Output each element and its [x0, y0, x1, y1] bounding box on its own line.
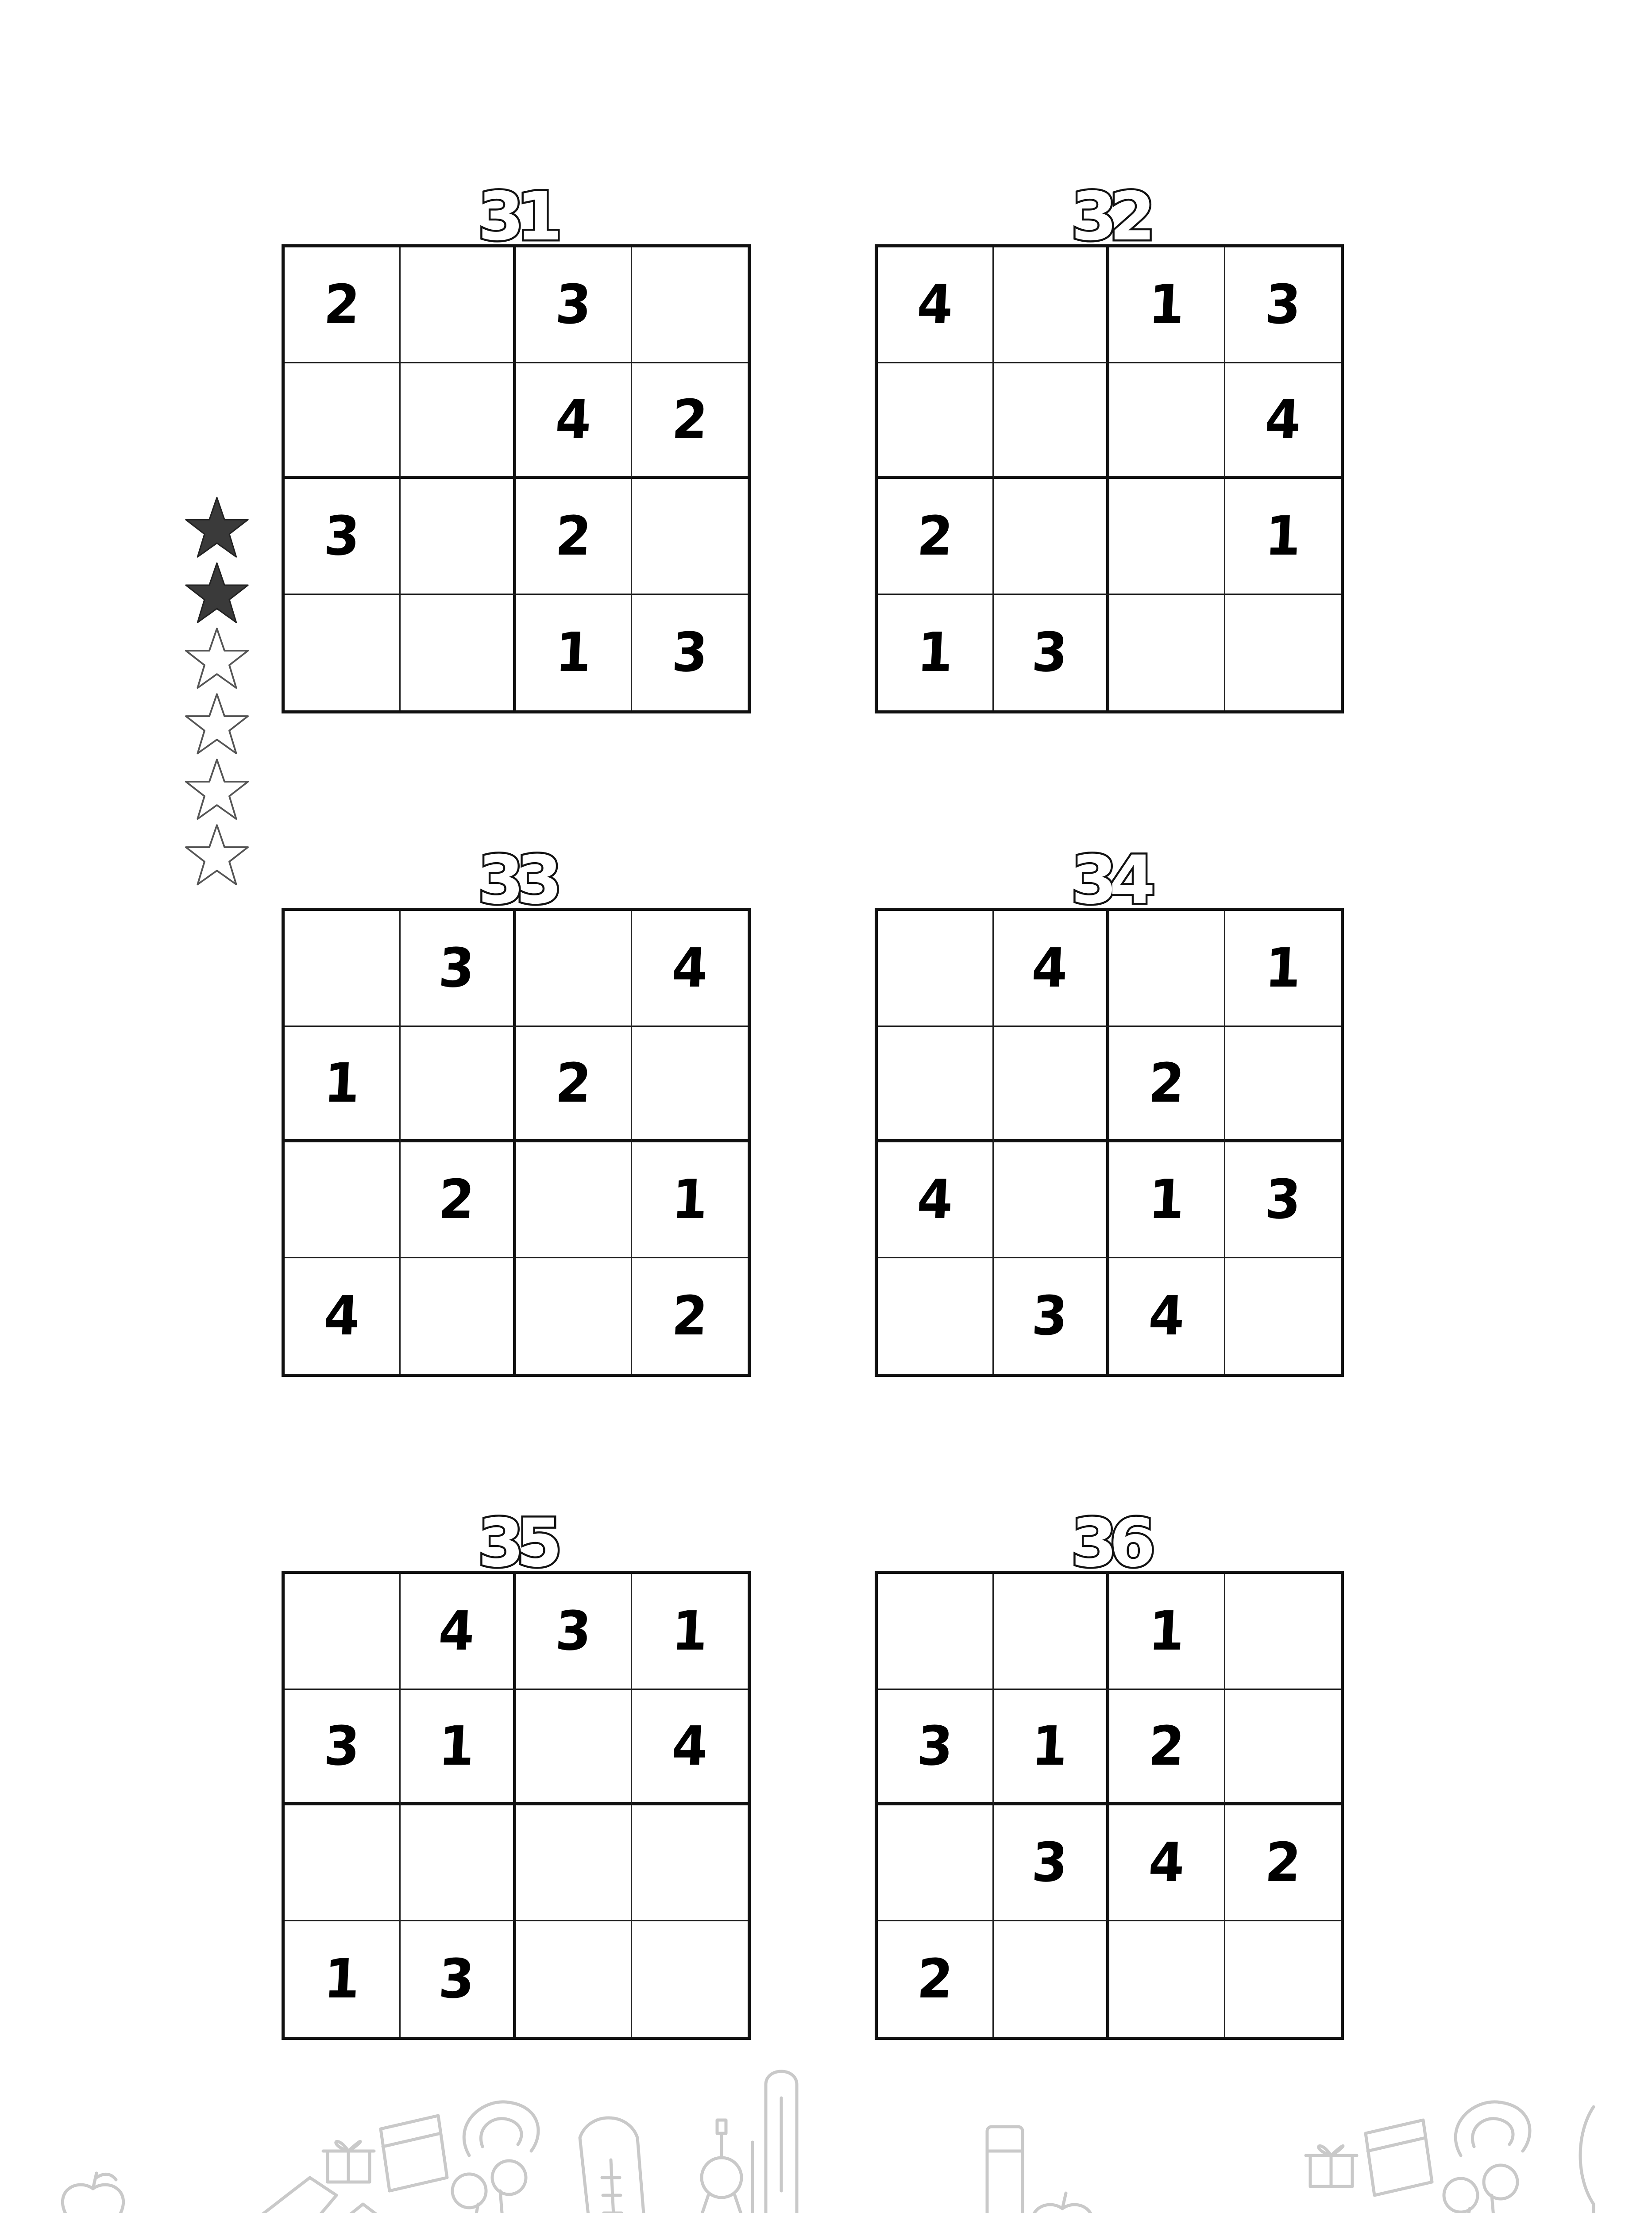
difficulty-rating	[181, 495, 252, 893]
sudoku-cell[interactable]	[994, 911, 1110, 1027]
cell-value: 1	[322, 1051, 362, 1114]
cell-value: 3	[1263, 1168, 1303, 1231]
cell-value: 2	[670, 388, 710, 451]
sudoku-cell[interactable]	[1225, 911, 1341, 1027]
puzzle-32	[875, 178, 1344, 684]
sudoku-cell[interactable]	[632, 911, 748, 1027]
cell-value: 2	[1147, 1714, 1186, 1777]
sudoku-cell[interactable]	[632, 479, 748, 595]
sudoku-cell[interactable]	[632, 1142, 748, 1258]
cell-value: 3	[437, 937, 476, 1000]
sudoku-cell[interactable]	[994, 479, 1110, 595]
sudoku-cell[interactable]	[401, 479, 517, 595]
sudoku-cell[interactable]	[632, 363, 748, 479]
sudoku-cell[interactable]	[516, 1574, 632, 1690]
compass-icon	[673, 2120, 770, 2213]
sudoku-cell[interactable]	[401, 595, 517, 711]
cell-value: 2	[915, 1947, 955, 2011]
cell-value: 2	[554, 1051, 593, 1114]
sudoku-cell[interactable]	[994, 1921, 1110, 2037]
cell-value: 2	[437, 1168, 476, 1231]
cell-value: 4	[1263, 388, 1303, 451]
sudoku-cell[interactable]	[1225, 247, 1341, 363]
sudoku-cell[interactable]	[285, 363, 401, 479]
sudoku-cell[interactable]	[878, 911, 994, 1027]
cell-value: 2	[915, 505, 955, 568]
sudoku-cell[interactable]	[516, 1258, 632, 1374]
sudoku-cell[interactable]	[994, 1258, 1110, 1374]
puzzle-33	[282, 842, 751, 1348]
sudoku-cell[interactable]	[401, 911, 517, 1027]
sudoku-cell[interactable]	[1225, 1690, 1341, 1806]
sudoku-cell[interactable]	[285, 1574, 401, 1690]
cell-value: 1	[1030, 1714, 1069, 1777]
sudoku-cell[interactable]	[516, 1805, 632, 1921]
sudoku-cell[interactable]	[994, 363, 1110, 479]
cell-value: 2	[554, 505, 593, 568]
sudoku-cell[interactable]	[1109, 1690, 1225, 1806]
sudoku-cell[interactable]	[516, 363, 632, 479]
sudoku-cell[interactable]	[878, 1921, 994, 2037]
sudoku-cell[interactable]	[878, 1142, 994, 1258]
sudoku-grid	[875, 908, 1344, 1377]
puzzle-36	[875, 1505, 1344, 2011]
sudoku-cell[interactable]	[516, 1921, 632, 2037]
cell-value: 4	[1147, 1284, 1186, 1348]
sudoku-cell[interactable]	[401, 1805, 517, 1921]
sudoku-cell[interactable]	[878, 1690, 994, 1806]
scissors-icon	[1444, 2165, 1517, 2213]
sudoku-cell[interactable]	[1109, 363, 1225, 479]
sudoku-cell[interactable]	[1109, 595, 1225, 711]
paperclip-icon	[1455, 2102, 1530, 2155]
cell-value: 4	[915, 273, 955, 336]
sudoku-cell[interactable]	[401, 247, 517, 363]
cell-value: 1	[670, 1168, 710, 1231]
sudoku-cell[interactable]	[994, 1805, 1110, 1921]
cell-value: 3	[437, 1947, 476, 2011]
cell-value: 1	[1263, 937, 1303, 1000]
cell-value: 4	[554, 388, 593, 451]
cell-value: 4	[322, 1284, 362, 1348]
sudoku-cell[interactable]	[1225, 1805, 1341, 1921]
cell-value: 1	[1147, 1600, 1186, 1663]
sudoku-cell[interactable]	[516, 911, 632, 1027]
eraser-icon	[381, 2116, 447, 2191]
cell-value: 1	[1263, 505, 1303, 568]
sudoku-cell[interactable]	[1109, 479, 1225, 595]
sudoku-cell[interactable]	[994, 1027, 1110, 1143]
cell-value: 4	[915, 1168, 955, 1231]
sudoku-cell[interactable]	[285, 911, 401, 1027]
sudoku-cell[interactable]	[994, 1142, 1110, 1258]
cell-value: 3	[1030, 621, 1069, 684]
sudoku-cell[interactable]	[516, 1142, 632, 1258]
cell-value: 4	[1147, 1831, 1186, 1894]
sudoku-cell[interactable]	[632, 595, 748, 711]
sudoku-grid	[282, 1571, 751, 2040]
sudoku-grid	[875, 1571, 1344, 2040]
cell-value: 1	[437, 1714, 476, 1777]
sudoku-cell[interactable]	[1225, 1574, 1341, 1690]
sudoku-cell[interactable]	[1225, 595, 1341, 711]
puzzle-31	[282, 178, 751, 684]
cell-value: 3	[322, 505, 362, 568]
sudoku-cell[interactable]	[516, 1027, 632, 1143]
sudoku-cell[interactable]	[1109, 1805, 1225, 1921]
sudoku-cell[interactable]	[878, 595, 994, 711]
sudoku-cell[interactable]	[994, 1690, 1110, 1806]
sudoku-cell[interactable]	[1109, 1142, 1225, 1258]
cell-value: 4	[670, 1714, 710, 1777]
puzzle-number: 36	[1071, 1505, 1148, 1582]
sudoku-cell[interactable]	[285, 1805, 401, 1921]
cell-value: 1	[915, 621, 955, 684]
sudoku-cell[interactable]	[401, 363, 517, 479]
school-supplies-decoration	[0, 2045, 1652, 2213]
sudoku-cell[interactable]	[878, 1258, 994, 1374]
sudoku-cell[interactable]	[994, 1574, 1110, 1690]
cell-value: 3	[1030, 1831, 1069, 1894]
sudoku-cell[interactable]	[878, 1027, 994, 1143]
sudoku-cell[interactable]	[285, 247, 401, 363]
sudoku-cell[interactable]	[401, 1027, 517, 1143]
sudoku-cell[interactable]	[1225, 479, 1341, 595]
cell-value: 3	[554, 273, 593, 336]
sudoku-cell[interactable]	[632, 1921, 748, 2037]
sudoku-cell[interactable]	[1109, 911, 1225, 1027]
sudoku-cell[interactable]	[516, 595, 632, 711]
ruler-icon	[580, 2118, 651, 2213]
cell-value: 3	[915, 1714, 955, 1777]
sudoku-cell[interactable]	[285, 595, 401, 711]
sudoku-cell[interactable]	[632, 1258, 748, 1374]
sudoku-cell[interactable]	[1109, 247, 1225, 363]
sudoku-cell[interactable]	[401, 1258, 517, 1374]
sudoku-cell[interactable]	[285, 479, 401, 595]
cell-value: 2	[1147, 1051, 1186, 1114]
sudoku-cell[interactable]	[1109, 1027, 1225, 1143]
cell-value: 3	[554, 1600, 593, 1663]
sudoku-cell[interactable]	[878, 247, 994, 363]
gift-icon	[323, 2141, 374, 2182]
puzzle-number: 34	[1071, 842, 1148, 919]
sudoku-cell[interactable]	[401, 1142, 517, 1258]
sudoku-cell[interactable]	[401, 1690, 517, 1806]
sudoku-grid	[282, 244, 751, 713]
puzzle-number: 33	[478, 842, 555, 919]
sudoku-grid	[875, 244, 1344, 713]
cell-value: 1	[1147, 1168, 1186, 1231]
star-icon	[181, 495, 252, 560]
sudoku-cell[interactable]	[285, 1142, 401, 1258]
puzzle-number: 35	[478, 1505, 555, 1582]
pen-icon	[753, 2071, 797, 2213]
sudoku-cell[interactable]	[285, 1027, 401, 1143]
cell-value: 1	[554, 621, 593, 684]
sudoku-cell[interactable]	[516, 479, 632, 595]
eraser-icon	[1366, 2120, 1432, 2195]
paperclip-icon	[464, 2102, 538, 2155]
star-icon	[181, 822, 252, 888]
star-icon	[181, 757, 252, 822]
cell-value: 3	[1030, 1284, 1069, 1348]
sudoku-cell[interactable]	[632, 247, 748, 363]
sudoku-cell[interactable]	[1225, 1258, 1341, 1374]
cell-value: 1	[670, 1600, 710, 1663]
cell-value: 2	[1263, 1831, 1303, 1894]
cell-value: 1	[1147, 273, 1186, 336]
sudoku-cell[interactable]	[994, 247, 1110, 363]
sudoku-cell[interactable]	[1109, 1921, 1225, 2037]
sudoku-cell[interactable]	[516, 247, 632, 363]
cell-value: 4	[670, 937, 710, 1000]
sudoku-cell[interactable]	[285, 1690, 401, 1806]
sudoku-cell[interactable]	[401, 1574, 517, 1690]
puzzle-number: 32	[1071, 178, 1148, 255]
puzzle-35	[282, 1505, 751, 2011]
sudoku-cell[interactable]	[1225, 1142, 1341, 1258]
sudoku-cell[interactable]	[285, 1921, 401, 2037]
sudoku-cell[interactable]	[632, 1690, 748, 1806]
cell-value: 3	[322, 1714, 362, 1777]
sudoku-cell[interactable]	[285, 1258, 401, 1374]
sudoku-cell[interactable]	[632, 1805, 748, 1921]
cell-value: 4	[1030, 937, 1069, 1000]
cell-value: 2	[670, 1284, 710, 1348]
sudoku-cell[interactable]	[1109, 1258, 1225, 1374]
sudoku-cell[interactable]	[401, 1921, 517, 2037]
sudoku-cell[interactable]	[1225, 1921, 1341, 2037]
glue-stick-icon	[987, 2127, 1023, 2213]
sudoku-cell[interactable]	[878, 363, 994, 479]
sudoku-cell[interactable]	[878, 1805, 994, 1921]
star-icon	[181, 560, 252, 626]
cell-value: 3	[670, 621, 710, 684]
sudoku-cell[interactable]	[632, 1027, 748, 1143]
sudoku-cell[interactable]	[994, 595, 1110, 711]
puzzle-number: 31	[478, 178, 555, 255]
cell-value: 4	[437, 1600, 476, 1663]
sudoku-cell[interactable]	[1109, 1574, 1225, 1690]
apple-icon	[62, 2173, 123, 2213]
sudoku-cell[interactable]	[632, 1574, 748, 1690]
sudoku-cell[interactable]	[1225, 363, 1341, 479]
star-icon	[181, 626, 252, 691]
sudoku-cell[interactable]	[878, 479, 994, 595]
cell-value: 2	[322, 273, 362, 336]
sudoku-cell[interactable]	[878, 1574, 994, 1690]
sudoku-grid	[282, 908, 751, 1377]
gift-icon	[1306, 2146, 1357, 2186]
star-icon	[181, 691, 252, 757]
sudoku-cell[interactable]	[516, 1690, 632, 1806]
sudoku-cell[interactable]	[1225, 1027, 1341, 1143]
cell-value: 3	[1263, 273, 1303, 336]
puzzle-34	[875, 842, 1344, 1348]
cell-value: 1	[322, 1947, 362, 2011]
apple-icon	[1032, 2193, 1092, 2213]
scissors-icon	[452, 2161, 526, 2213]
